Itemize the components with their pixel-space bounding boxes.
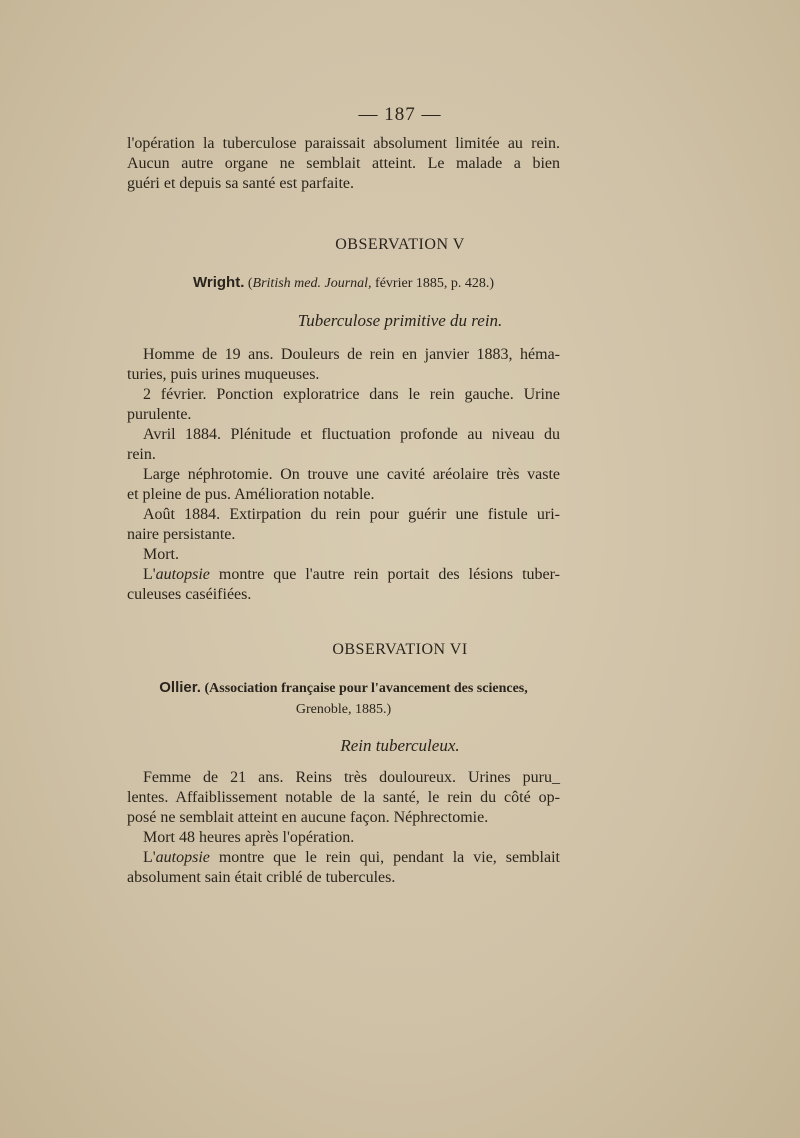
observation-5-title: OBSERVATION V [335, 236, 465, 253]
text-line: Mort 48 heures après l'opération. [143, 829, 355, 846]
autopsy-text: montre que le rein qui, pendant la vie, semblait [209, 849, 560, 866]
reference-line-1: (Association française pour l'avancement des sciences, [200, 681, 528, 696]
reference-author: Ollier. [159, 679, 201, 696]
autopsy-text: montre que l'autre rein portait des lésions tuber- [209, 566, 560, 583]
observation-6-title: OBSERVATION VI [332, 641, 468, 658]
text-line: absolument sain était criblé de tubercules. [127, 869, 396, 886]
observation-5-subtitle: Tuberculose primitive du rein. [297, 311, 503, 330]
reference-line-2: Grenoble, 1885.) [295, 702, 392, 717]
text-line: 2 février. Ponction exploratrice dans le rein gauche. Urine [143, 386, 560, 403]
text-line: Mort. [143, 546, 179, 563]
text-line: culeuses caséifiées. [127, 586, 252, 603]
page-number: — 187 — [358, 104, 442, 125]
observation-5-body [127, 345, 560, 605]
intro-paragraph [127, 134, 560, 194]
text-line: naire persistante. [127, 526, 236, 543]
observation-6-subtitle: Rein tuberculeux. [340, 736, 460, 755]
observation-5-reference [127, 272, 560, 294]
text-line: lentes. Affaiblissement notable de la santé, le rein du côté op- [127, 789, 560, 806]
text-line: rein. [127, 446, 156, 463]
text-line: Femme de 21 ans. Reins très douloureux. Urines puru_ [143, 769, 560, 786]
text-line: l'opération la tuberculose paraissait absolument limitée au rein. [127, 135, 560, 152]
text-line: purulente. [127, 406, 192, 423]
autopsy-word: autopsie [155, 566, 210, 583]
reference-author: Wright. [192, 274, 245, 291]
autopsy-line [127, 848, 560, 868]
reference-date: février 1885, p. 428.) [371, 276, 495, 291]
autopsy-line [127, 565, 560, 585]
autopsy-prefix: L' [143, 566, 156, 583]
observation-6-reference [127, 677, 560, 720]
autopsy-prefix: L' [143, 849, 156, 866]
text-line: Aucun autre organe ne semblait atteint. Le malade a bien [127, 155, 560, 172]
text-line: turies, puis urines muqueuses. [127, 366, 320, 383]
text-line: et pleine de pus. Amélioration notable. [127, 486, 375, 503]
text-line: guéri et depuis sa santé est parfaite. [127, 175, 355, 192]
autopsy-word: autopsie [155, 849, 210, 866]
observation-6-body [127, 768, 560, 888]
text-line: Homme de 19 ans. Douleurs de rein en janvier 1883, héma- [143, 346, 560, 363]
reference-open-paren: ( [247, 276, 253, 291]
text-line: posé ne semblait atteint en aucune façon. Néphrectomie. [127, 809, 489, 826]
text-line: Avril 1884. Plénitude et fluctuation profonde au niveau du [143, 426, 560, 443]
reference-journal: British med. Journal, [252, 276, 372, 291]
text-line: Août 1884. Extirpation du rein pour guérir une fistule uri- [143, 506, 560, 523]
text-line: Large néphrotomie. On trouve une cavité aréolaire très vaste [143, 466, 560, 483]
